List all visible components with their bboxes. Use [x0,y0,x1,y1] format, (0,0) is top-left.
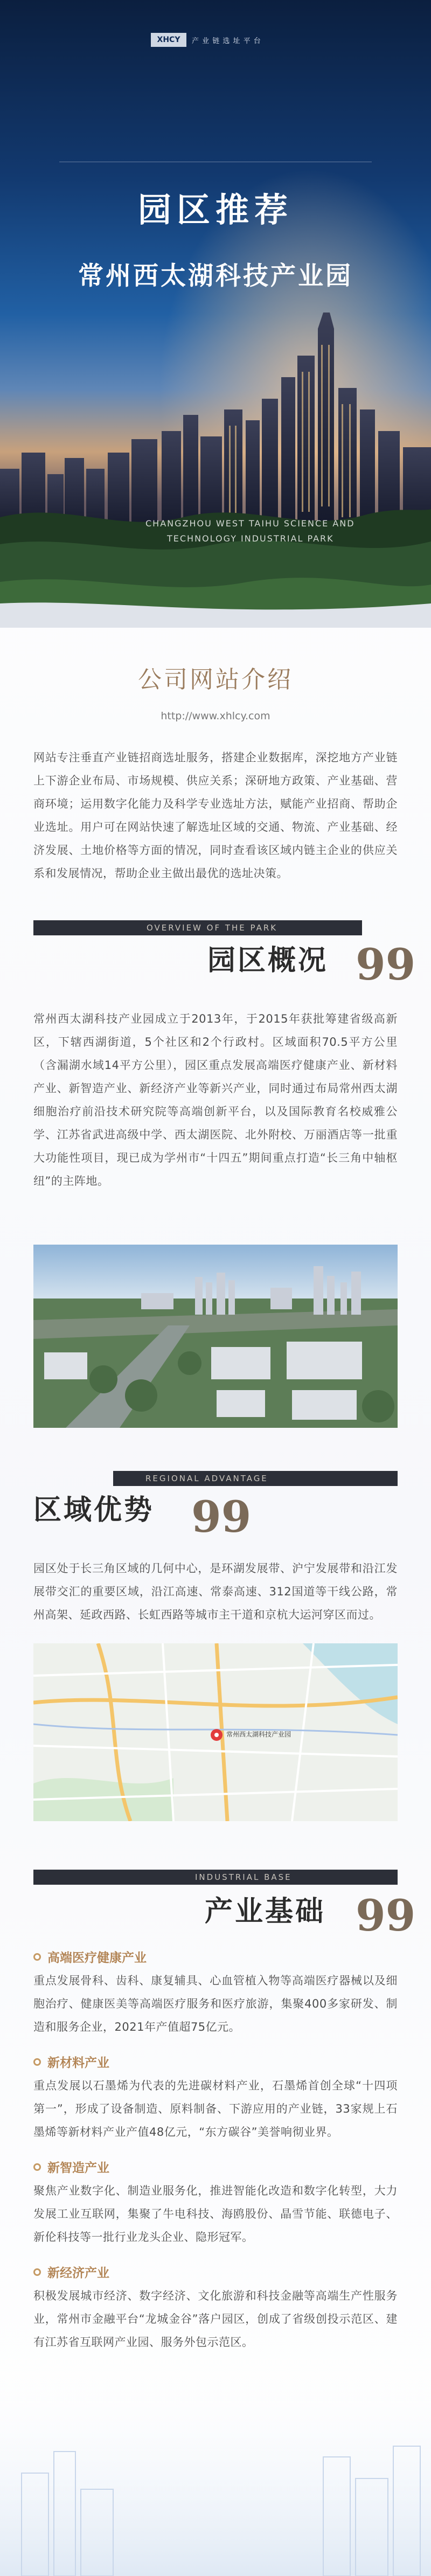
region-band [113,1471,398,1486]
logo-text: 产 业 链 选 址 平 台 [192,37,261,45]
bottom-city-graphic [0,2360,431,2576]
industry-item-text: 重点发展以石墨烯为代表的先进碳材料产业，石墨烯首创全球“十四项第一”，形成了设备制造、原料制备、下游应用的产业链，33家规上石墨烯等新材料产业产值48亿元，“东方碳谷”美誉响彻业界。 [33,2079,398,2138]
intro-text: 网站专注垂直产业链招商选址服务，搭建企业数据库，深挖地方产业链上下游企业布局、市场规模、供应关系；深研地方政策、产业基础、营商环境；运用数字化能力及科学专业选址方法，赋能产业招商、帮助企业选址。用户可在网站快速了解选址区域的交通、物流、产业基础、经济发展、土地价格等方面的情况，同时查看该区域内链主企业的供应关系和发展情况，帮助企业主做出最优的选址决策。 [33,751,398,880]
website-url[interactable]: http://www.xhlcy.com [161,710,270,722]
hero-subtitle: 常州西太湖科技产业园 [78,261,353,291]
intro-title: 公司网站介绍 [138,666,293,693]
industry-item-text: 重点发展骨科、齿科、康复辅具、心血管植入物等高端医疗器械以及细胞治疗、健康医美等高端医疗服务和医疗旅游，集聚400多家研发、制造和服务企业，2021年产值超75亿元。 [33,1974,398,2033]
region-quote-icon: 99 [191,1491,252,1542]
industry-item-text: 积极发展城市经济、数字经济、文化旅游和科技金融等高端生产性服务业，常州市金融平台“龙城金谷”落户园区，创成了省级创投示范区、建有江苏省互联网产业园、服务外包示范区。 [33,2289,398,2349]
site-logo[interactable] [151,28,280,52]
bullet-circle-icon [33,2268,41,2276]
logo-mark: XHCY [151,33,186,47]
industry-item-title: 新材料产业 [47,2056,109,2070]
industry-item-title: 新经济产业 [47,2266,109,2280]
region-band-text: REGIONAL ADVANTAGE [145,1474,268,1483]
industry-heading: 产业基础 [205,1895,326,1928]
hero-english-line-2: TECHNOLOGY INDUSTRIAL PARK [167,533,334,544]
map-image [33,1643,398,1821]
bullet-circle-icon [33,2163,41,2171]
aerial-image [33,1245,398,1428]
bullet-circle-icon [33,1953,41,1961]
overview-quote-icon: 99 [356,939,416,990]
industry-item-1-header [33,1948,147,1966]
overview-heading: 园区概况 [207,945,329,977]
region-heading: 区域优势 [33,1494,155,1526]
overview-band-text: OVERVIEW OF THE PARK [147,923,278,933]
location-map[interactable] [33,1643,398,1821]
hero-title: 园区推荐 [137,190,293,230]
city-outline-image [0,2360,431,2576]
industry-band [33,1870,398,1885]
industry-item-3-header [33,2158,109,2176]
bullet-circle-icon [33,2058,41,2066]
region-text: 园区处于长三角区域的几何中心，是环湖发展带、沪宁发展带和沿江发展带交汇的重要区域，沿江高速、常泰高速、312国道等干线公路，常州高架、延政西路、长虹西路等城市主干道和京杭大运河穿区而过。 [33,1562,398,1621]
map-pin-label: 常州西太湖科技产业园 [226,1731,291,1738]
industry-band-text: INDUSTRIAL BASE [195,1872,292,1882]
hero-banner [0,0,431,628]
hero-english-line-1: CHANGZHOU WEST TAIHU SCIENCE AND [145,518,355,529]
industry-item-title: 高端医疗健康产业 [47,1951,147,1965]
industry-item-text: 聚焦产业数字化、制造业服务化，推进智能化改造和数字化转型，大力发展工业互联网，集聚了牛电科技、海鸥股份、晶雪节能、联德电子、新伦科技等一批行业龙头企业、隐形冠军。 [33,2184,398,2244]
overview-text: 常州西太湖科技产业园成立于2013年，于2015年获批筹建省级高新区，下辖西湖街道，5个社区和2个行政村。区域面积70.5平方公里（含漏湖水域14平方公里），园区重点发展高端医疗健康产业、新材料产业、新智造产业、新经济产业等新兴产业，同时通过布局常州西太湖细胞治疗前沿技术研究院等高端创新平台，以及国际教育名校威雅公学、江苏省武进高级中学、西太湖医院、北外附校、万丽酒店等一批重大功能性项目，现已成为学州市“十四五”期间重点打造“长三角中轴枢纽”的主阵地。 [33,1012,398,1188]
industry-item-title: 新智造产业 [47,2161,109,2175]
industry-quote-icon: 99 [356,1890,416,1941]
industry-item-2-header [33,2053,109,2071]
overview-band [33,920,362,935]
industry-item-4-header [33,2263,109,2281]
park-aerial-photo [33,1245,398,1428]
